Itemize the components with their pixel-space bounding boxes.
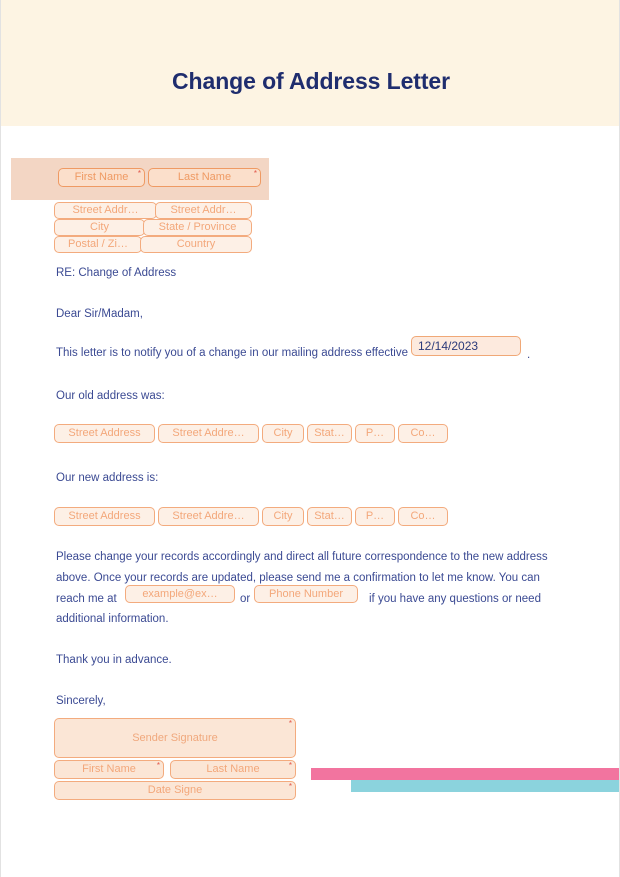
old-address-label: Our old address was: bbox=[56, 390, 165, 402]
email-field[interactable] bbox=[125, 585, 235, 603]
signer-first-name-field[interactable] bbox=[54, 760, 164, 779]
old-country-field[interactable] bbox=[398, 424, 448, 443]
notify-line-suffix: . bbox=[527, 349, 531, 361]
old-state-label: Stat… bbox=[314, 427, 345, 439]
sender-last-name-field[interactable] bbox=[148, 168, 261, 187]
subject-line: RE: Change of Address bbox=[56, 267, 177, 279]
effective-date-value: 12/14/2023 bbox=[418, 339, 479, 353]
sincerely-line: Sincerely, bbox=[56, 695, 106, 707]
closing-paragraph-line-4: additional information. bbox=[56, 613, 169, 625]
sender-street-address-1-field[interactable] bbox=[54, 202, 157, 219]
sender-first-name-label: First Name bbox=[74, 171, 129, 183]
salutation bbox=[56, 309, 143, 321]
new-postal-code-label: P… bbox=[365, 510, 385, 522]
old-country-label: Co… bbox=[410, 427, 436, 439]
sender-street-address-1-label: Street Addr… bbox=[72, 204, 139, 216]
date-signed-field[interactable] bbox=[54, 781, 296, 800]
email-placeholder-label: example@ex… bbox=[142, 588, 218, 600]
required-asterisk-icon: * bbox=[137, 169, 141, 178]
new-country-label: Co… bbox=[410, 510, 436, 522]
old-street-address-2-field[interactable] bbox=[158, 424, 259, 443]
required-asterisk-icon: * bbox=[288, 719, 292, 728]
required-asterisk-icon: * bbox=[253, 169, 257, 178]
sender-country-field[interactable] bbox=[140, 236, 252, 253]
sender-postal-code-label: Postal / Zi… bbox=[68, 238, 128, 250]
header-band bbox=[1, 0, 620, 126]
closing-paragraph-line-3-suffix: if you have any questions or need bbox=[369, 593, 541, 605]
sender-last-name-label: Last Name bbox=[177, 171, 232, 183]
phone-field[interactable] bbox=[254, 585, 358, 603]
old-street-address-2-label: Street Addre… bbox=[172, 427, 245, 439]
sender-state-field[interactable] bbox=[143, 219, 252, 236]
sender-street-address-2-label: Street Addr… bbox=[170, 204, 237, 216]
new-address-label: Our new address is: bbox=[56, 472, 159, 484]
decorative-bar-teal bbox=[351, 780, 620, 792]
required-asterisk-icon: * bbox=[288, 761, 292, 770]
sender-street-address-2-field[interactable] bbox=[155, 202, 252, 219]
old-city-field[interactable] bbox=[262, 424, 304, 443]
date-signed-label: Date Signe bbox=[147, 784, 203, 796]
old-postal-code-label: P… bbox=[365, 427, 385, 439]
thanks-line: Thank you in advance. bbox=[56, 654, 172, 666]
old-state-field[interactable] bbox=[307, 424, 352, 443]
old-street-address-1-field[interactable] bbox=[54, 424, 155, 443]
sender-state-label: State / Province bbox=[158, 221, 237, 233]
sender-signature-label: Sender Signature bbox=[132, 731, 218, 744]
signer-first-name-label: First Name bbox=[82, 763, 136, 775]
new-state-label: Stat… bbox=[314, 510, 345, 522]
closing-paragraph-line-3-prefix: reach me at bbox=[56, 593, 117, 605]
sender-city-field[interactable] bbox=[54, 219, 145, 236]
old-street-address-1-label: Street Address bbox=[68, 427, 141, 439]
sender-country-label: Country bbox=[176, 238, 216, 250]
new-street-address-1-label: Street Address bbox=[68, 510, 141, 522]
new-street-address-1-field[interactable] bbox=[54, 507, 155, 526]
sender-postal-code-field[interactable] bbox=[54, 236, 142, 253]
decorative-bar-pink bbox=[311, 768, 620, 780]
signer-last-name-label: Last Name bbox=[206, 763, 260, 775]
closing-paragraph-line-1: Please change your records accordingly and direct all future correspondence to the new address bbox=[56, 551, 548, 563]
sender-first-name-field[interactable] bbox=[58, 168, 145, 187]
required-asterisk-icon: * bbox=[288, 782, 292, 791]
new-street-address-2-field[interactable] bbox=[158, 507, 259, 526]
new-street-address-2-label: Street Addre… bbox=[172, 510, 245, 522]
new-country-field[interactable] bbox=[398, 507, 448, 526]
sender-signature-field[interactable] bbox=[54, 718, 296, 758]
effective-date-field[interactable] bbox=[411, 336, 521, 356]
sender-city-label: City bbox=[90, 221, 109, 233]
old-city-label: City bbox=[273, 427, 293, 439]
new-postal-code-field[interactable] bbox=[355, 507, 395, 526]
new-city-field[interactable] bbox=[262, 507, 304, 526]
page-title: Change of Address Letter bbox=[172, 68, 450, 94]
phone-placeholder-label: Phone Number bbox=[269, 588, 343, 600]
new-state-field[interactable] bbox=[307, 507, 352, 526]
required-asterisk-icon: * bbox=[156, 761, 160, 770]
closing-paragraph-line-2: above. Once your records are updated, please send me a confirmation to let me know. You can bbox=[56, 572, 540, 584]
salutation-text: Dear Sir/Madam, bbox=[56, 308, 143, 320]
notify-line-prefix: This letter is to notify you of a change in our mailing address effective bbox=[56, 347, 409, 359]
closing-paragraph-line-3-mid: or bbox=[240, 593, 251, 605]
new-city-label: City bbox=[273, 510, 293, 522]
old-postal-code-field[interactable] bbox=[355, 424, 395, 443]
signer-last-name-field[interactable] bbox=[170, 760, 296, 779]
